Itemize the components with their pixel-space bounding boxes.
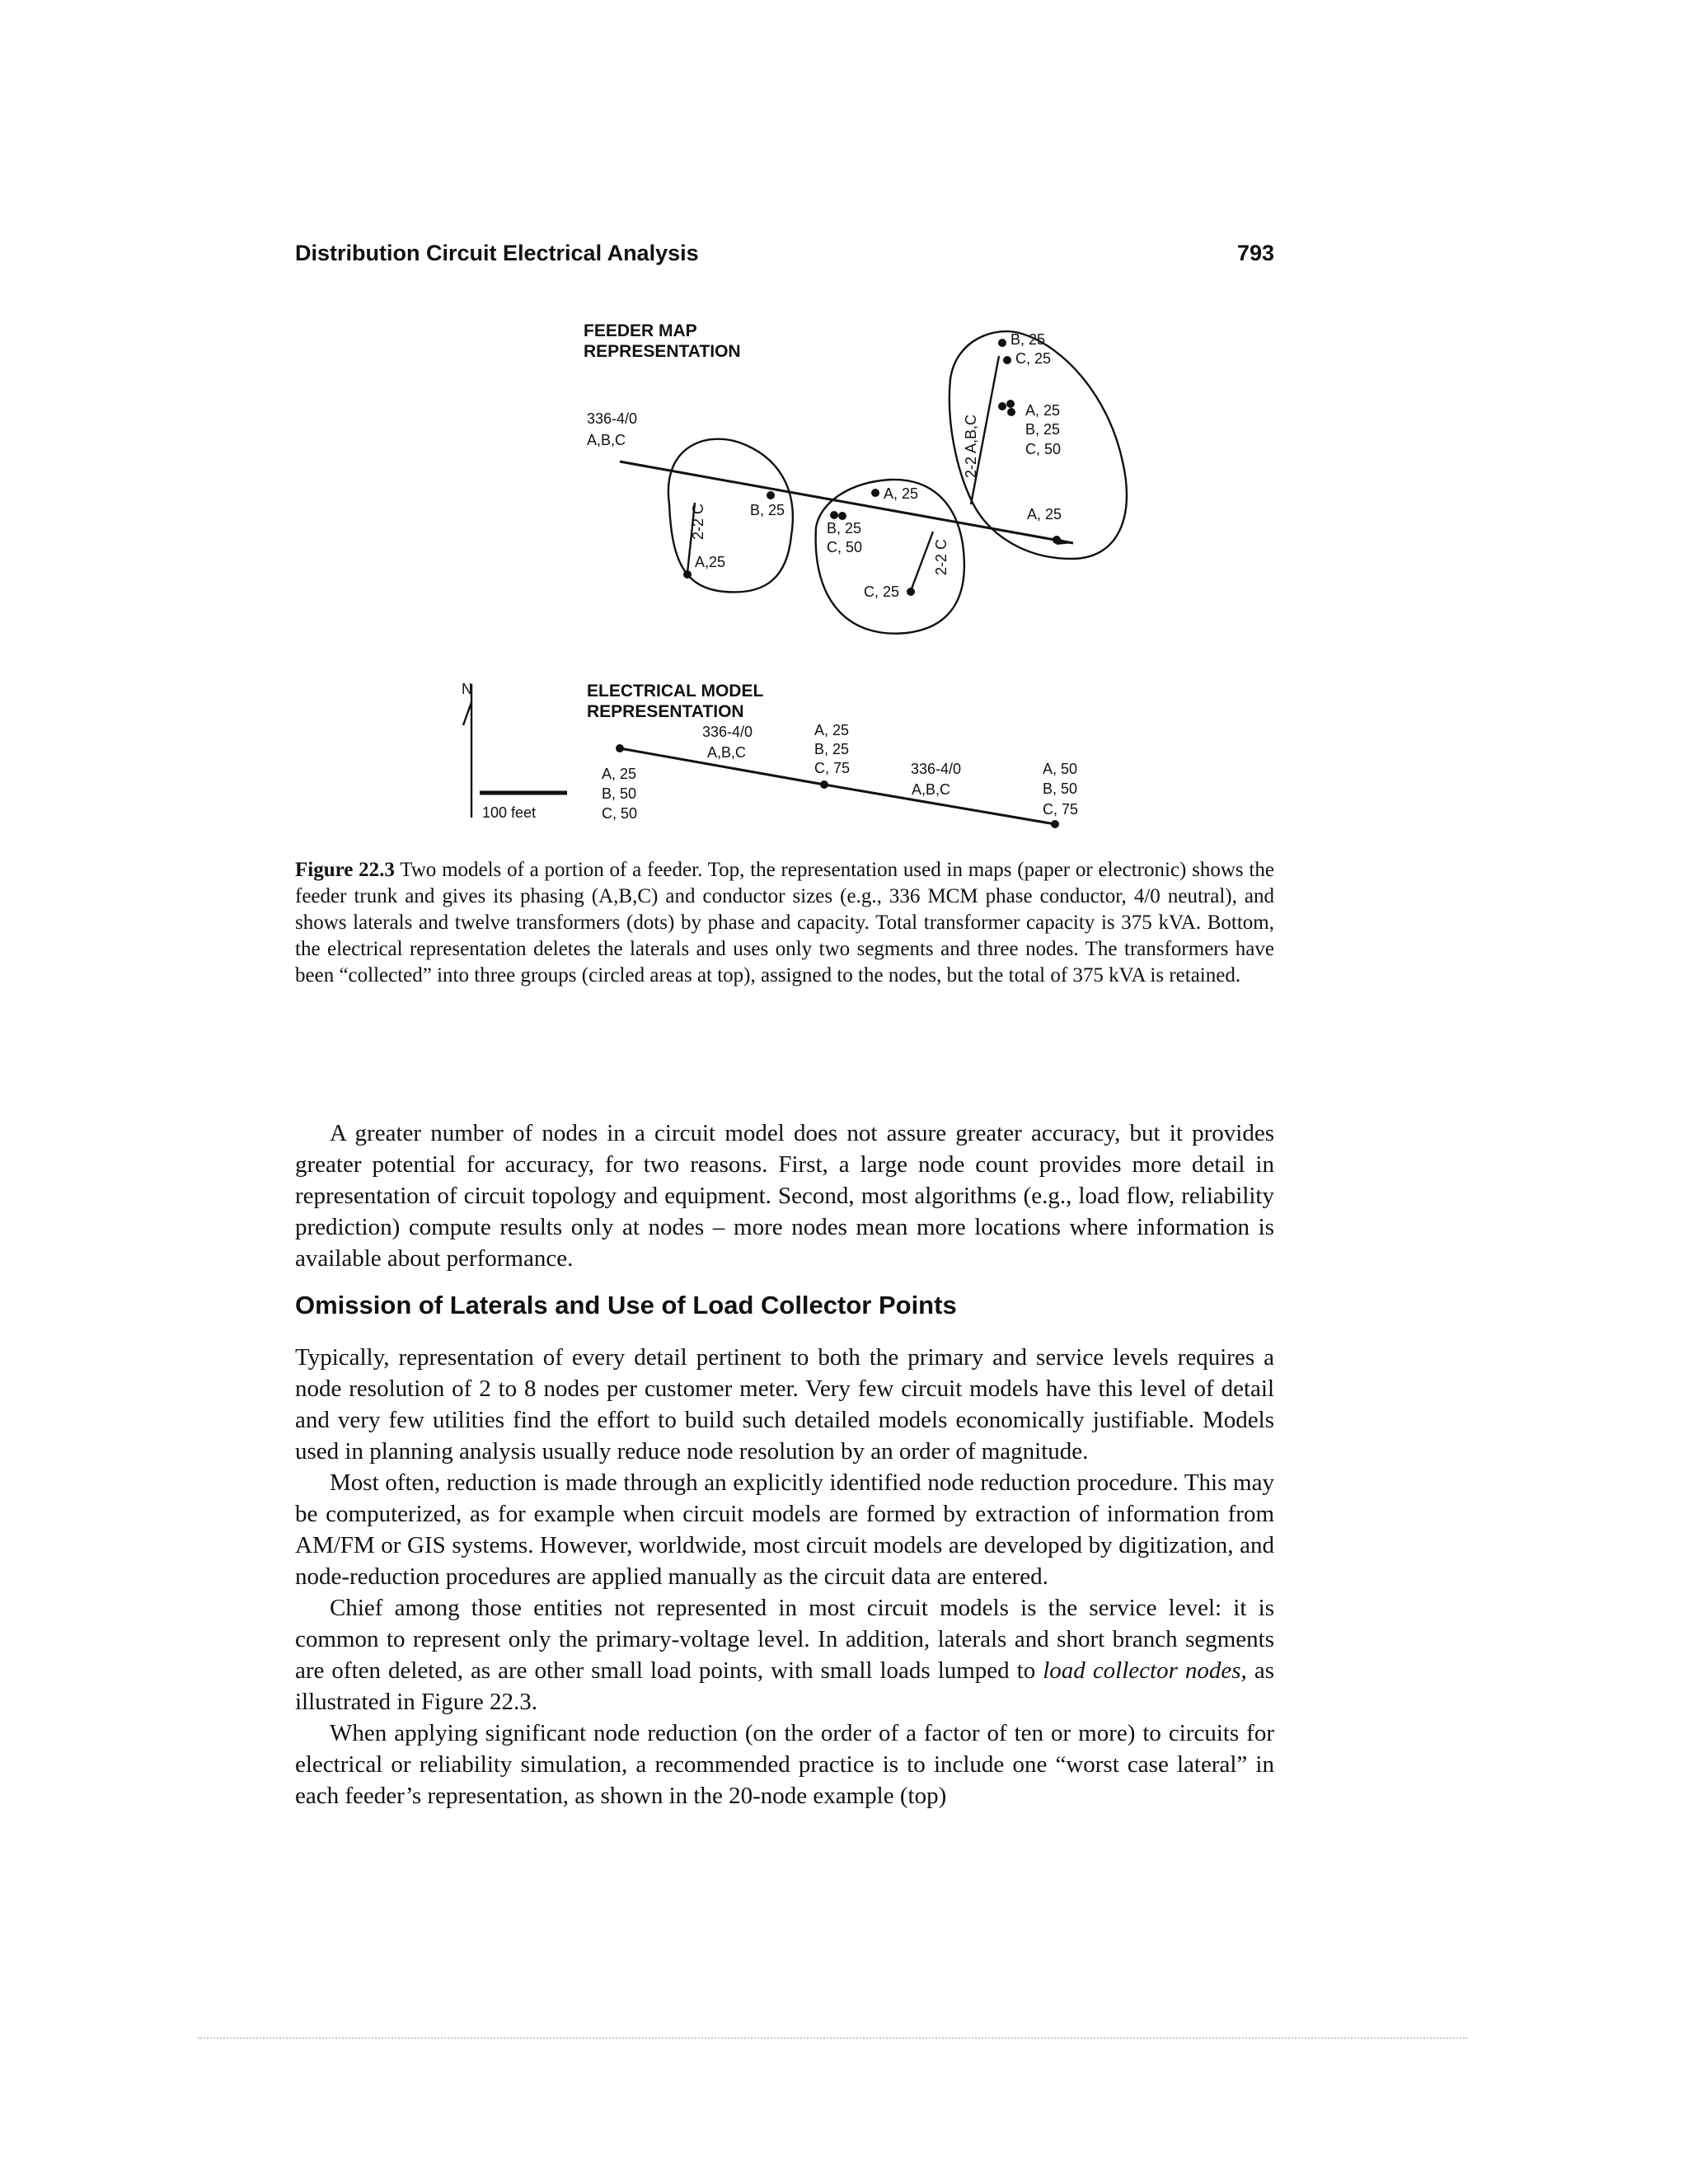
node-3-load-a: A, 50: [1043, 761, 1078, 777]
node-1-load-b: B, 50: [602, 785, 637, 802]
node-1-load-a: A, 25: [602, 766, 637, 782]
trunk-size-label: 336-4/0: [587, 410, 638, 427]
transformer-dot-group3-cluster2: [1006, 400, 1015, 408]
transformer-dot-group3-b-top: [998, 339, 1006, 347]
transformer-dot-trunk-b: [767, 491, 775, 499]
transformer-dot-group3-trunk-a: [1053, 536, 1061, 544]
model-node-3: [1051, 820, 1059, 828]
group3-load-c: C, 50: [1025, 441, 1062, 457]
segment-1-size: 336-4/0: [702, 724, 753, 740]
caption-text: Two models of a portion of a feeder. Top, the representation used in maps (paper or electronic) shows the feeder trunk and gives its phasing (A,B,C) and conductor sizes (e.g., 336 MCM phase conductor, 4/0 neutral), and shows laterals and twelve transformers (dots) by phase and capacity. Total transformer capacity is 375 kVA. Bottom, the electrical representation deletes the laterals and uses only two segments and three nodes. The transformers have been “collected” into three groups (circled areas at top), assigned to the nodes, but the total of 375 kVA is retained.: [295, 859, 1274, 987]
lateral-1-load-a: A,25: [695, 554, 726, 570]
trunk-phasing-label: A,B,C: [587, 432, 626, 448]
model-node-2: [820, 780, 828, 789]
node-2-load-c: C, 75: [814, 760, 851, 776]
figure-caption: [295, 857, 1274, 989]
group3-load-c-top: C, 25: [1015, 350, 1052, 367]
lateral-1-label: 2-2 C: [690, 503, 706, 540]
group1-load-b: B, 25: [750, 502, 785, 518]
lateral-2-load-c: C, 25: [864, 583, 900, 600]
paragraph-4-emphasis: load collector nodes,: [1043, 1657, 1247, 1684]
paragraph-2: Typically, representation of every detail pertinent to both the primary and service levels requires a node resolution of 2 to 8 nodes per customer meter. Very few circuit models have this level of detail and very few utilities find the effort to build such detailed models economically justifiable. Models used in planning analysis usually reduce node resolution by an order of magnitude.: [295, 1344, 1274, 1465]
node-3-load-b: B, 50: [1043, 780, 1078, 797]
model-title-line2: REPRESENTATION: [587, 702, 744, 721]
paragraph-5: When applying significant node reduction (on the order of a factor of ten or more) to circuits for electrical or reliability simulation, a recommended practice is to include one “worst case lateral” in each feeder’s representation, as shown in the 20-node example (top): [295, 1720, 1274, 1809]
group3-load-b: B, 25: [1025, 421, 1061, 438]
lateral-2-line: [911, 532, 933, 591]
north-label: N: [462, 681, 472, 697]
transformer-dot-group2-b2: [838, 512, 846, 520]
group3-load-a: A, 25: [1025, 402, 1061, 419]
feeder-map-title-line2: REPRESENTATION: [584, 342, 741, 361]
segment-2-size: 336-4/0: [911, 761, 962, 777]
group2-load-b: B, 25: [827, 520, 862, 537]
lateral-2-label: 2-2 C: [933, 538, 950, 575]
node-3-load-c: C, 75: [1043, 801, 1079, 818]
paragraph-4: [295, 1592, 1274, 1718]
transformer-dot-group3-cluster3: [1007, 408, 1015, 416]
page-number: 793: [1236, 241, 1274, 265]
transformer-dot-group2-a: [871, 489, 879, 497]
feeder-map-title-line1: FEEDER MAP: [584, 321, 697, 340]
paragraph-3: Most often, reduction is made through an explicitly identified node reduction procedure. This may be computerized, as for example when circuit models are formed by extraction of information from AM/FM or GIS systems. However, worldwide, most circuit models are developed by digitization, and node-reduction procedures are applied manually as the circuit data are entered.: [295, 1469, 1274, 1590]
group3-trunk-load-a: A, 25: [1027, 506, 1062, 523]
paragraph-1: A greater number of nodes in a circuit model does not assure greater accuracy, but it provides greater potential for accuracy, for two reasons. First, a large node count provides more detail in representation of circuit topology and equipment. Second, most algorithms (e.g., load flow, reliability prediction) compute results only at nodes – more nodes mean more locations where information is available about performance.: [295, 1120, 1274, 1272]
transformer-dot-group3-c-top: [1003, 356, 1011, 364]
model-node-1: [616, 744, 624, 752]
model-title-line1: ELECTRICAL MODEL: [587, 682, 764, 701]
transformer-dot-lateral1-a: [683, 570, 692, 579]
transformer-dot-group2-b1: [830, 511, 838, 519]
paragraph-4-text-a: Chief among those entities not represented in most circuit models is the service level: it is common to represent only the primary-voltage level. In addition, laterals and short branch segments are often deleted, as are other small load points, with small loads lumped to: [295, 1595, 1274, 1684]
section-heading: Omission of Laterals and Use of Load Collector Points: [295, 1291, 957, 1319]
body-paragraphs: [295, 1342, 1274, 1811]
scan-artifact-rule: [198, 2037, 1467, 2039]
segment-1-phasing: A,B,C: [707, 744, 747, 761]
node-1-load-c: C, 50: [602, 805, 638, 822]
transformer-dot-lateral2-c: [907, 588, 915, 596]
node-2-load-b: B, 25: [814, 741, 850, 757]
feeder-figure: [0, 0, 1688, 841]
transformer-dot-group3-cluster1: [998, 402, 1006, 410]
group3-load-b-top: B, 25: [1010, 331, 1046, 348]
north-arrow-line: [463, 684, 471, 818]
paragraph-4-text-b: as illustrated in Figure 22.3.: [295, 1657, 1274, 1715]
segment-2-phasing: A,B,C: [912, 781, 951, 798]
chapter-running-title: Distribution Circuit Electrical Analysis: [295, 241, 699, 265]
scale-label: 100 feet: [482, 804, 537, 821]
lateral-3-label: 2-2 A,B,C: [963, 414, 979, 478]
node-2-load-a: A, 25: [814, 722, 850, 738]
group2-load-c: C, 50: [827, 539, 863, 555]
group2-load-a: A, 25: [884, 485, 919, 502]
paragraph-1-block: [295, 1118, 1274, 1274]
figure-label: Figure 22.3: [295, 859, 395, 881]
